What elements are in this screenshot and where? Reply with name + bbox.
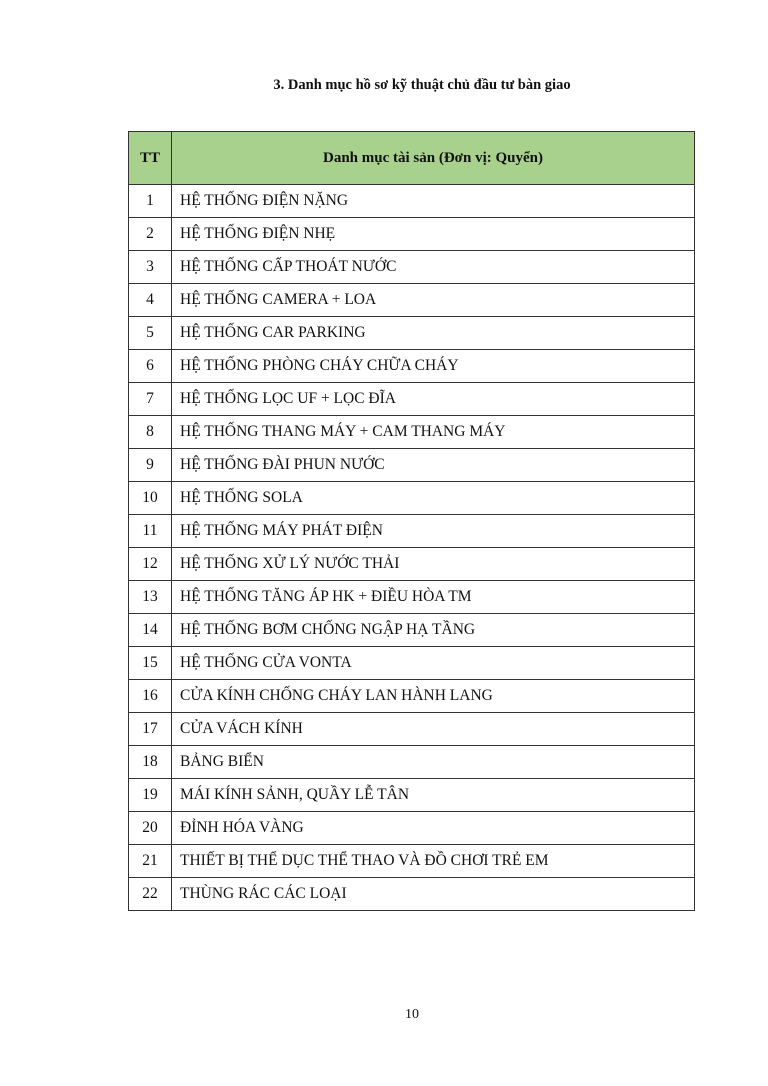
table-row: [129, 581, 695, 614]
table-row: [129, 317, 695, 350]
table-body: [129, 185, 695, 911]
row-item: THIẾT BỊ THỂ DỤC THỂ THAO VÀ ĐỒ CHƠI TRẺ EM: [172, 845, 695, 878]
table-row: [129, 449, 695, 482]
row-item: HỆ THỐNG XỬ LÝ NƯỚC THẢI: [172, 548, 695, 581]
row-number: 14: [129, 614, 172, 647]
row-number: 20: [129, 812, 172, 845]
row-item: HỆ THỐNG CAMERA + LOA: [172, 284, 695, 317]
row-item: CỬA VÁCH KÍNH: [172, 713, 695, 746]
table-row: [129, 746, 695, 779]
table-row: [129, 812, 695, 845]
row-number: 12: [129, 548, 172, 581]
row-number: 3: [129, 251, 172, 284]
row-item: THÙNG RÁC CÁC LOẠI: [172, 878, 695, 911]
row-number: 15: [129, 647, 172, 680]
row-item: HỆ THỐNG CAR PARKING: [172, 317, 695, 350]
row-item: HỆ THỐNG ĐIỆN NẶNG: [172, 185, 695, 218]
row-number: 6: [129, 350, 172, 383]
table-row: [129, 878, 695, 911]
row-number: 7: [129, 383, 172, 416]
row-item: HỆ THỐNG CẤP THOÁT NƯỚC: [172, 251, 695, 284]
table-row: [129, 185, 695, 218]
table-row: [129, 416, 695, 449]
row-number: 21: [129, 845, 172, 878]
column-header-asset: Danh mục tài sản (Đơn vị: Quyển): [172, 132, 695, 185]
row-item: HỆ THỐNG PHÒNG CHÁY CHỮA CHÁY: [172, 350, 695, 383]
row-item: HỆ THỐNG MÁY PHÁT ĐIỆN: [172, 515, 695, 548]
table-row: [129, 845, 695, 878]
table-row: [129, 779, 695, 812]
row-number: 11: [129, 515, 172, 548]
row-number: 16: [129, 680, 172, 713]
row-item: HỆ THỐNG BƠM CHỐNG NGẬP HẠ TẦNG: [172, 614, 695, 647]
row-item: HỆ THỐNG THANG MÁY + CAM THANG MÁY: [172, 416, 695, 449]
row-number: 5: [129, 317, 172, 350]
table-row: [129, 350, 695, 383]
row-item: MÁI KÍNH SẢNH, QUẦY LỄ TÂN: [172, 779, 695, 812]
asset-table: [128, 131, 695, 911]
table-row: [129, 680, 695, 713]
table-row: [129, 251, 695, 284]
table-row: [129, 713, 695, 746]
row-number: 17: [129, 713, 172, 746]
section-heading: 3. Danh mục hồ sơ kỹ thuật chủ đầu tư bàn giao: [273, 77, 571, 93]
row-number: 9: [129, 449, 172, 482]
table-row: [129, 383, 695, 416]
row-item: ĐỈNH HÓA VÀNG: [172, 812, 695, 845]
column-header-tt: TT: [129, 132, 172, 185]
row-number: 10: [129, 482, 172, 515]
row-item: HỆ THỐNG ĐIỆN NHẸ: [172, 218, 695, 251]
table-row: [129, 482, 695, 515]
row-number: 2: [129, 218, 172, 251]
table-row: [129, 647, 695, 680]
row-item: CỬA KÍNH CHỐNG CHÁY LAN HÀNH LANG: [172, 680, 695, 713]
row-item: HỆ THỐNG LỌC UF + LỌC ĐĨA: [172, 383, 695, 416]
table-header-row: [129, 132, 695, 185]
row-item: HỆ THỐNG CỬA VONTA: [172, 647, 695, 680]
row-number: 22: [129, 878, 172, 911]
row-number: 13: [129, 581, 172, 614]
row-number: 1: [129, 185, 172, 218]
page-number: 10: [405, 1007, 419, 1022]
row-item: HỆ THỐNG ĐÀI PHUN NƯỚC: [172, 449, 695, 482]
row-item: BẢNG BIỂN: [172, 746, 695, 779]
table-row: [129, 548, 695, 581]
row-item: HỆ THỐNG TĂNG ÁP HK + ĐIỀU HÒA TM: [172, 581, 695, 614]
table-row: [129, 284, 695, 317]
row-number: 18: [129, 746, 172, 779]
table-row: [129, 515, 695, 548]
row-item: HỆ THỐNG SOLA: [172, 482, 695, 515]
table-row: [129, 614, 695, 647]
row-number: 8: [129, 416, 172, 449]
row-number: 19: [129, 779, 172, 812]
row-number: 4: [129, 284, 172, 317]
table-row: [129, 218, 695, 251]
